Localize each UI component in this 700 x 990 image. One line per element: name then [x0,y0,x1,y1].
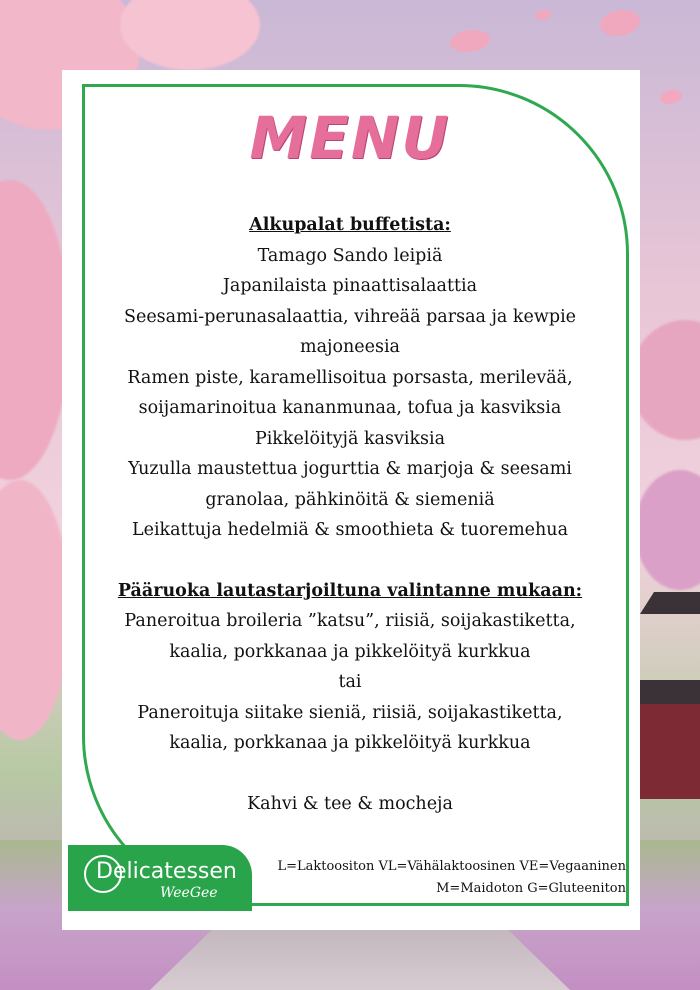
section-heading: Pääruoka lautastarjoiltuna valintanne mukaan: [117,580,583,601]
spacer [95,546,605,576]
menu-line: majoneesia [300,337,400,357]
menu-line: Leikattuja hedelmiä & smoothieta & tuoremehua [131,520,569,540]
menu-line: Tamago Sando leipiä [257,245,443,266]
section-heading: Alkupalat buffetista: [249,215,451,235]
blossom-cluster [635,470,700,590]
section-main-course [95,576,605,759]
menu-line: Ramen piste, karamellisoitua porsasta, merilevää, [127,367,573,388]
petal [660,90,682,104]
blossom-cluster [0,480,70,740]
logo-name: Delicatessen [96,859,237,884]
menu-line: kaalia, porkkanaa ja pikkelöityä kurkkua [169,641,531,662]
section-starters [95,210,605,546]
blossom-cluster [630,320,700,440]
legend-line: L=Laktoositon VL=Vähälaktoosinen VE=Vegaaninen [277,859,626,874]
menu-line: Paneroitua broileria ”katsu”, riisiä, soijakastiketta, [124,611,576,631]
menu-content [95,210,605,819]
pagoda-wall [640,704,700,799]
logo-subname: WeeGee [160,885,218,901]
menu-title: MENU [249,104,451,172]
petal [450,30,490,52]
legend-line: M=Maidoton G=Gluteeniton [436,881,626,896]
pagoda-roof [640,592,700,614]
menu-line: Paneroituja siitake sieniä, riisiä, soijakastiketta, [137,702,563,723]
menu-line: Pikkelöityjä kasviksia [254,428,446,449]
spacer [95,759,605,789]
drinks-line: Kahvi & tee & mocheja [247,793,453,814]
menu-line: granolaa, pähkinöitä & siemeniä [205,489,495,510]
delicatessen-logo [68,845,252,911]
petal [600,10,640,36]
pagoda-roof [640,680,700,704]
petal [535,10,551,20]
menu-line: Yuzulla maustettua jogurttia & marjoja & seesami [128,459,572,479]
menu-line: tai [338,672,362,692]
menu-line: Seesami-perunasalaattia, vihreää parsaa ja kewpie [123,306,577,327]
blossom-cluster [0,180,70,480]
menu-line: kaalia, porkkanaa ja pikkelöityä kurkkua [169,733,531,753]
menu-line: soijamarinoitua kananmunaa, tofua ja kasviksia [138,398,562,418]
diet-legend [277,856,626,900]
blossom-cluster [120,0,260,70]
menu-line: Japanilaista pinaattisalaattia [222,276,478,296]
